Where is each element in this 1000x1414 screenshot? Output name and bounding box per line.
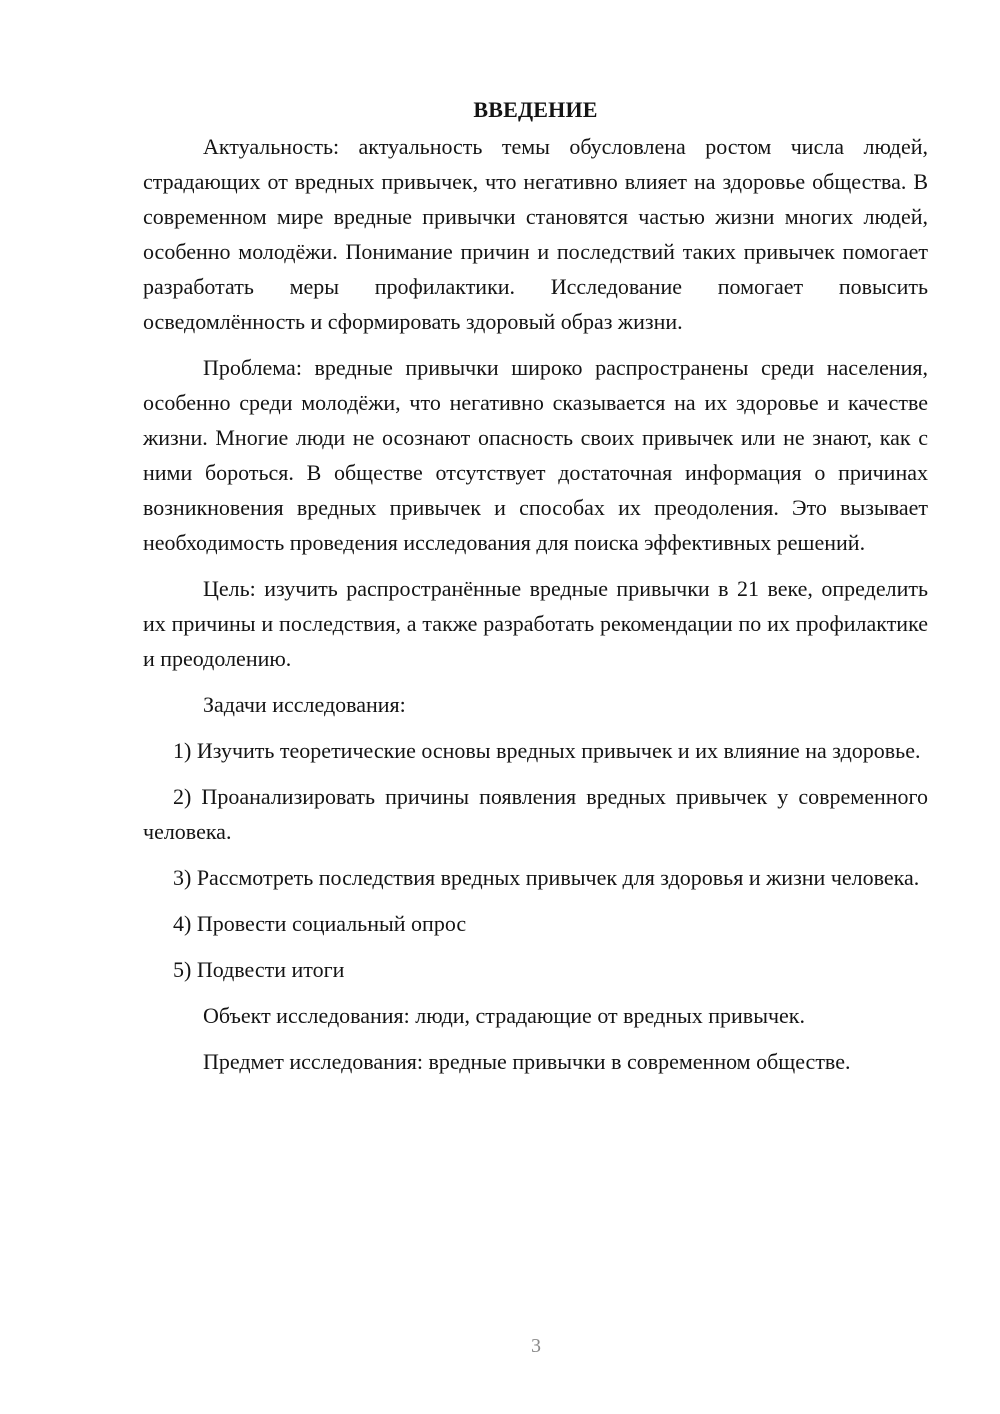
research-subject-paragraph: Предмет исследования: вредные привычки в современном обществе.: [203, 1049, 851, 1074]
task-item: 1) Изучить теоретические основы вредных привычек и их влияние на здоровье.: [173, 738, 921, 763]
relevance-paragraph: Актуальность: актуальность темы обусловлена ростом числа людей, страдающих от вредных привычек, что негативно влияет на здоровье общества. В современном мире вредные привычки становятся частью жизни многих людей, особенно молодёжи. Понимание причин и последствий таких привычек помогает разработать меры профилактики. Исследование помогает повысить осведомлённость и сформировать здоровый образ жизни.: [143, 134, 928, 334]
document-page: [143, 95, 928, 1090]
task-item: 2) Проанализировать причины появления вредных привычек у современного человека.: [143, 784, 928, 844]
problem-paragraph: Проблема: вредные привычки широко распространены среди населения, особенно среди молодёжи, что негативно сказывается на их здоровье и качестве жизни. Многие люди не осознают опасность своих привычек или не знают, как с ними бороться. В обществе отсутствует достаточная информация о причинах возникновения вредных привычек и способах их преодоления. Это вызывает необходимость проведения исследования для поиска эффективных решений.: [143, 355, 928, 555]
section-title: ВВЕДЕНИЕ: [473, 97, 598, 122]
tasks-heading: Задачи исследования:: [203, 692, 406, 717]
task-item: 5) Подвести итоги: [173, 957, 345, 982]
task-item: 3) Рассмотреть последствия вредных привычек для здоровья и жизни человека.: [173, 865, 920, 890]
page-number: 3: [531, 1335, 541, 1357]
goal-paragraph: Цель: изучить распространённые вредные привычки в 21 веке, определить их причины и последствия, а также разработать рекомендации по их профилактике и преодолению.: [143, 576, 928, 671]
task-item: 4) Провести социальный опрос: [173, 911, 467, 936]
research-object-paragraph: Объект исследования: люди, страдающие от вредных привычек.: [203, 1003, 805, 1028]
